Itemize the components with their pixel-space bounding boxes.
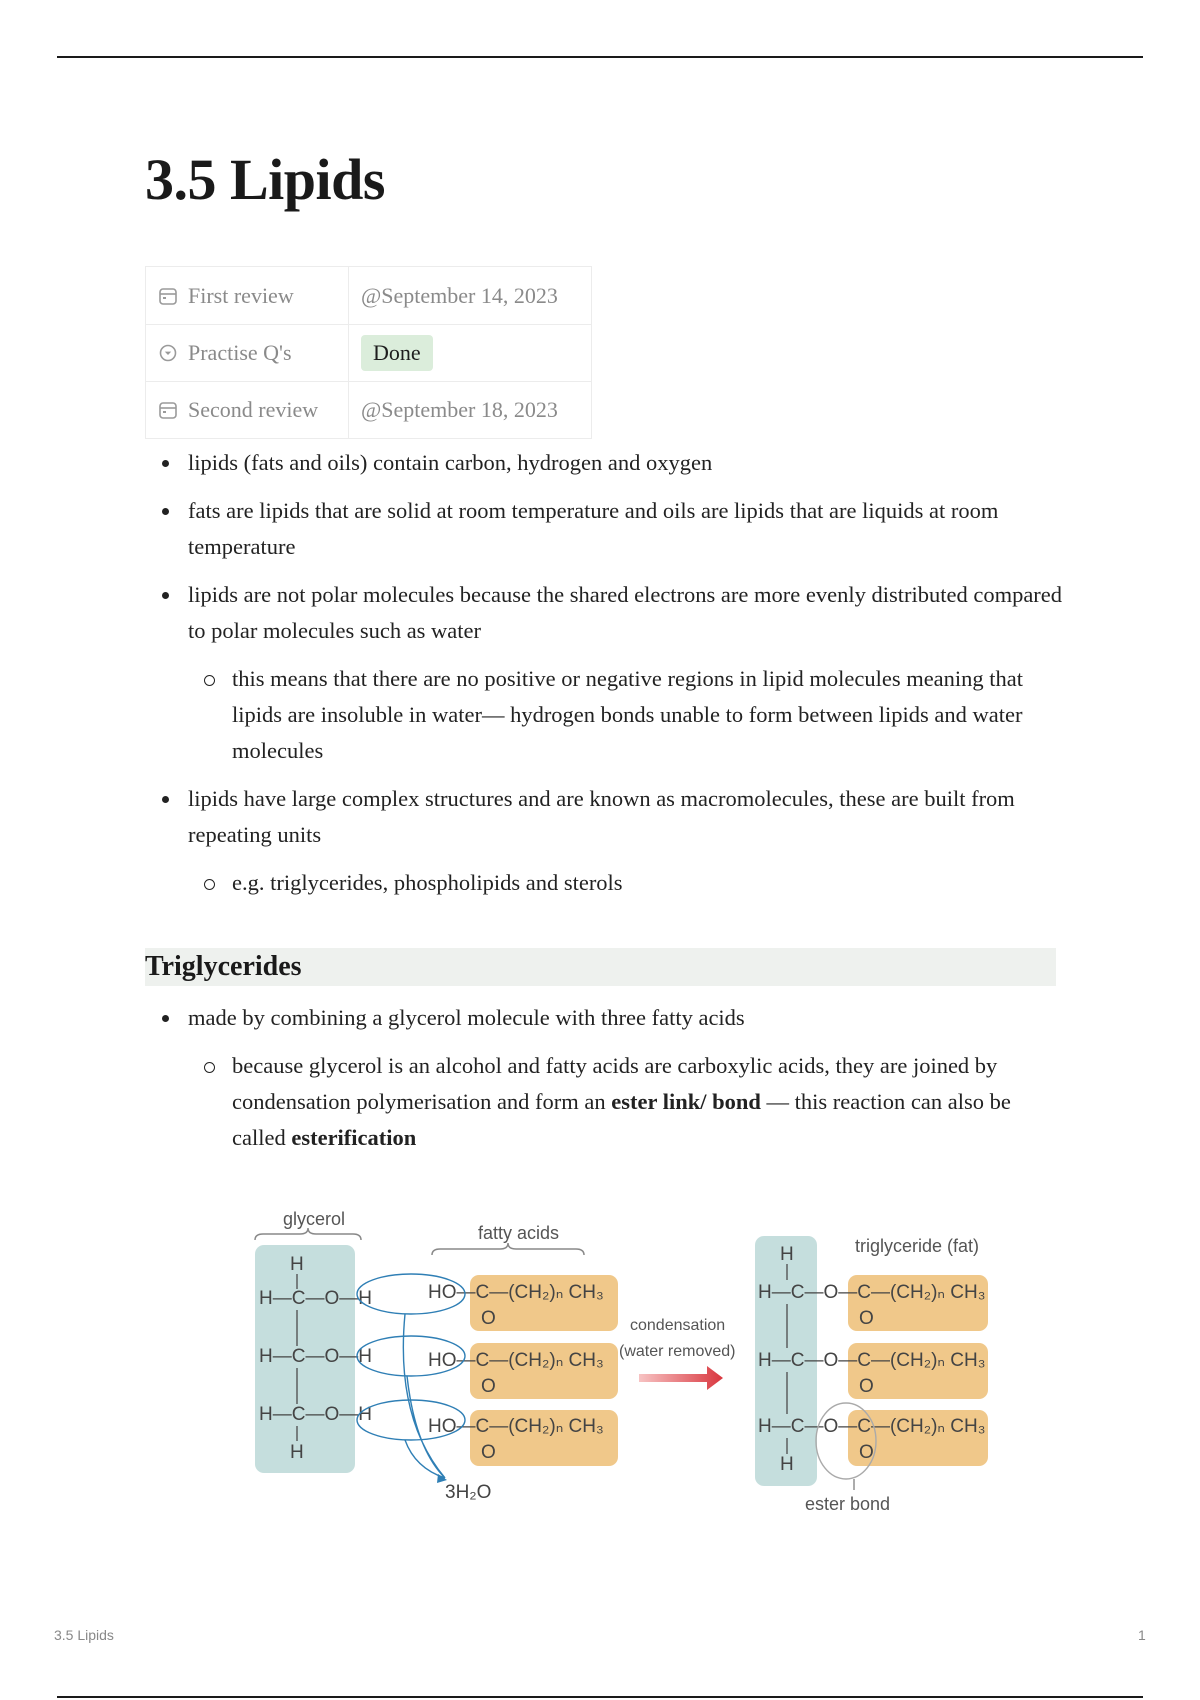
intro-bullets	[145, 445, 1065, 913]
property-value-first-review[interactable]: @September 14, 2023	[349, 267, 592, 325]
property-label-cell	[146, 382, 349, 439]
text-span: because glycerol is an alcohol and fatty acids are carboxylic acids, they are joined by condensation polymerisation and form an	[232, 1053, 998, 1114]
svg-text:HO—C—(CH₂)ₙ CH₃: HO—C—(CH₂)ₙ CH₃	[428, 1282, 604, 1303]
triglyceride-bullets	[145, 1000, 1065, 1168]
water-label: 3H₂O	[445, 1482, 492, 1503]
ester-bond-label: ester bond	[805, 1494, 891, 1514]
property-label: Practise Q's	[188, 340, 292, 365]
page-title: 3.5 Lipids	[145, 147, 385, 212]
list-item: made by combining a glycerol molecule with three fatty acids	[145, 1000, 1065, 1036]
property-value-cell[interactable]	[349, 325, 592, 382]
svg-text:H—C—O—C—(CH₂)ₙ CH₃: H—C—O—C—(CH₂)ₙ CH₃	[758, 1282, 986, 1303]
condensation-label: condensation	[630, 1317, 726, 1334]
property-label: Second review	[188, 397, 319, 422]
water-removed-label: (water removed)	[619, 1343, 736, 1360]
calendar-icon	[158, 286, 178, 306]
reaction-arrow	[639, 1366, 723, 1390]
svg-text:H—C—O—H: H—C—O—H	[259, 1288, 372, 1309]
footer-title: 3.5 Lipids	[54, 1627, 114, 1643]
property-value-second-review[interactable]: @September 18, 2023	[349, 382, 592, 439]
list-item: lipids (fats and oils) contain carbon, hydrogen and oxygen	[145, 445, 1065, 481]
svg-text:H—C—O—H: H—C—O—H	[259, 1346, 372, 1367]
svg-text:O: O	[859, 1442, 874, 1463]
svg-text:H—C—O—C—(CH₂)ₙ CH₃: H—C—O—C—(CH₂)ₙ CH₃	[758, 1416, 986, 1437]
fatty-acids-brace	[432, 1243, 584, 1255]
sub-list-item	[145, 1048, 1065, 1156]
triglyceride-label: triglyceride (fat)	[855, 1236, 980, 1256]
esterification-diagram	[245, 1198, 1015, 1528]
svg-text:H—C—O—H: H—C—O—H	[259, 1404, 372, 1425]
bold-term-ester-link: ester link/ bond	[611, 1089, 761, 1114]
svg-text:O: O	[481, 1442, 496, 1463]
list-item: lipids have large complex structures and are known as macromolecules, these are built from repeating units	[145, 781, 1065, 853]
property-row-first-review	[146, 267, 592, 325]
bottom-rule	[57, 1696, 1143, 1698]
property-row-practise-qs	[146, 325, 592, 382]
svg-text:H: H	[290, 1442, 304, 1463]
bold-term-esterification: esterification	[291, 1125, 417, 1150]
svg-text:HO—C—(CH₂)ₙ CH₃: HO—C—(CH₂)ₙ CH₃	[428, 1350, 604, 1371]
svg-text:O: O	[481, 1308, 496, 1329]
fatty-acids-label: fatty acids	[478, 1223, 560, 1243]
property-label: First review	[188, 282, 294, 308]
svg-text:HO—C—(CH₂)ₙ CH₃: HO—C—(CH₂)ₙ CH₃	[428, 1416, 604, 1437]
property-row-second-review	[146, 382, 592, 439]
status-tag-done[interactable]: Done	[361, 335, 433, 371]
status-icon	[158, 343, 178, 363]
glycerol-label: glycerol	[283, 1209, 346, 1229]
property-label-cell	[146, 267, 349, 325]
list-item: fats are lipids that are solid at room temperature and oils are lipids that are liquids at room temperature	[145, 493, 1065, 565]
svg-text:O: O	[859, 1308, 874, 1329]
svg-text:O: O	[859, 1376, 874, 1397]
sub-list-item: e.g. triglycerides, phospholipids and sterols	[145, 865, 1065, 901]
page-number: 1	[1138, 1627, 1146, 1643]
svg-text:H: H	[780, 1244, 794, 1265]
glycerol-brace	[255, 1228, 361, 1240]
svg-text:H: H	[780, 1454, 794, 1475]
properties-table	[145, 266, 592, 439]
svg-text:H: H	[290, 1254, 304, 1275]
svg-text:H—C—O—C—(CH₂)ₙ CH₃: H—C—O—C—(CH₂)ₙ CH₃	[758, 1350, 986, 1371]
text-span: — this reaction can also be called	[232, 1089, 1011, 1150]
calendar-icon	[158, 400, 178, 420]
svg-text:O: O	[481, 1376, 496, 1397]
list-item: lipids are not polar molecules because the shared electrons are more evenly distributed compared to polar molecules such as water	[145, 577, 1065, 649]
top-rule	[57, 56, 1143, 58]
sub-list-item: this means that there are no positive or negative regions in lipid molecules meaning that lipids are insoluble in water— hydrogen bonds unable to form between lipids and water molecules	[145, 661, 1065, 769]
section-heading-triglycerides: Triglycerides	[145, 948, 1056, 986]
property-label-cell	[146, 325, 349, 382]
